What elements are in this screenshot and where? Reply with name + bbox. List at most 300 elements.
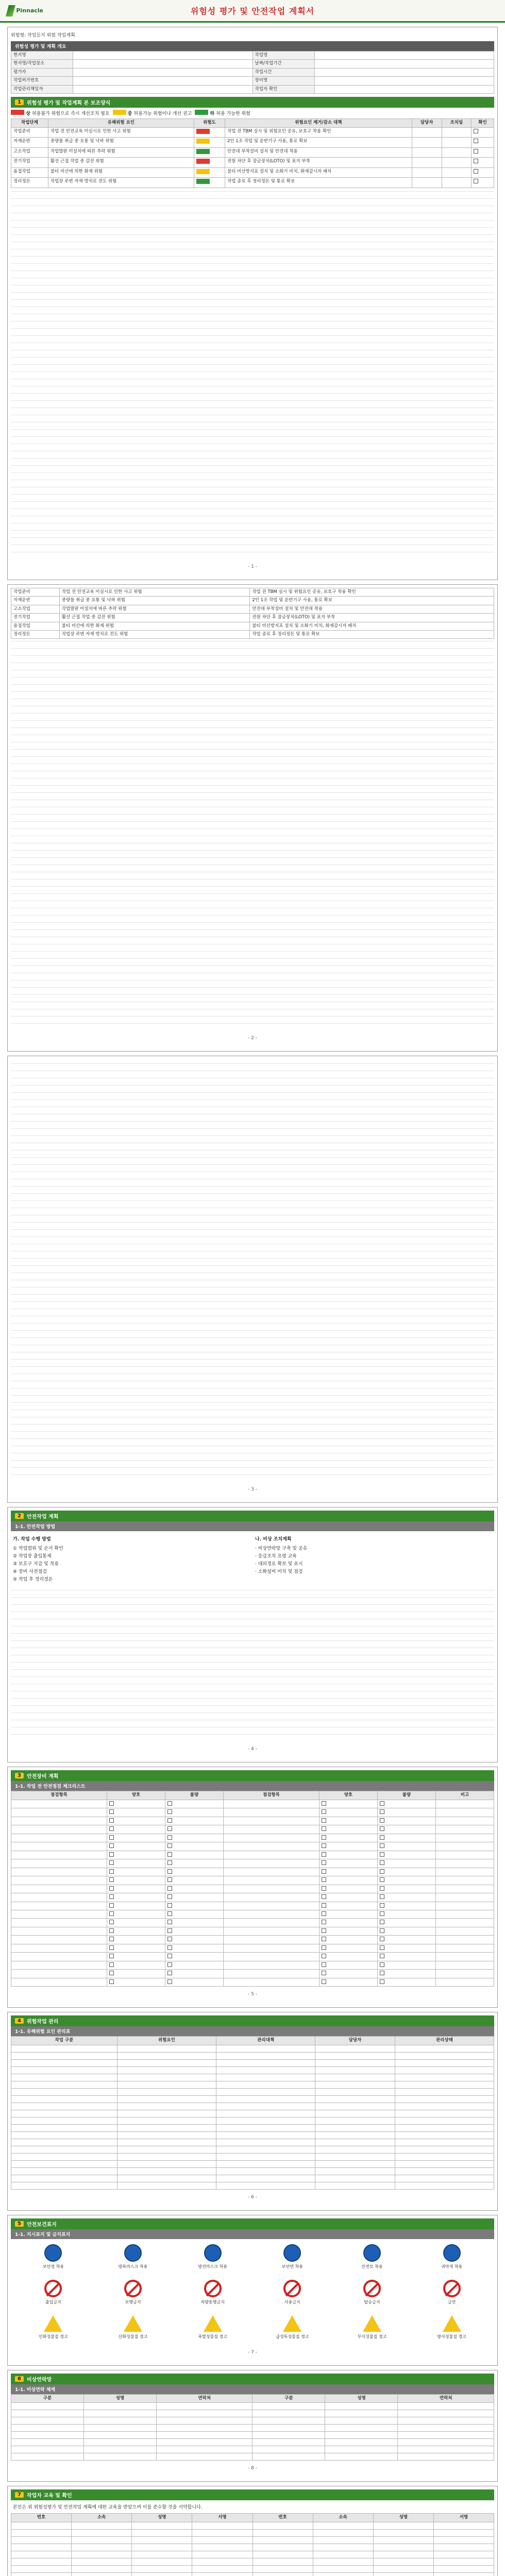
table-cell[interactable] <box>398 2425 494 2432</box>
table-cell[interactable] <box>313 2551 373 2558</box>
check-box[interactable] <box>322 1860 326 1865</box>
table-cell[interactable] <box>433 2572 494 2576</box>
table-cell[interactable] <box>84 2453 157 2461</box>
check-box[interactable] <box>167 1954 172 1958</box>
check-box[interactable] <box>380 1818 384 1823</box>
table-cell[interactable] <box>117 2160 216 2167</box>
check-box[interactable] <box>380 1835 384 1840</box>
table-cell[interactable] <box>395 2153 494 2160</box>
owner-cell[interactable] <box>412 167 442 177</box>
check-box[interactable] <box>109 1843 114 1848</box>
check-box[interactable] <box>380 1928 384 1933</box>
table-cell[interactable] <box>11 2167 117 2175</box>
check-box[interactable] <box>380 1877 384 1882</box>
table-cell[interactable] <box>117 2146 216 2153</box>
check-box[interactable] <box>109 1920 114 1924</box>
table-cell[interactable] <box>315 2160 395 2167</box>
table-cell[interactable] <box>325 2410 398 2417</box>
check-box[interactable] <box>322 1962 326 1967</box>
table-cell[interactable] <box>11 2066 117 2074</box>
table-cell[interactable] <box>192 2529 252 2536</box>
table-cell[interactable] <box>11 2558 72 2565</box>
table-cell[interactable] <box>11 2131 117 2139</box>
table-cell[interactable] <box>252 2522 313 2529</box>
table-cell[interactable] <box>252 2536 313 2544</box>
table-cell[interactable] <box>157 2432 252 2439</box>
table-cell[interactable] <box>216 2045 315 2052</box>
meta-value[interactable] <box>73 60 253 68</box>
table-cell[interactable] <box>11 2175 117 2182</box>
owner-cell[interactable] <box>412 127 442 137</box>
table-cell[interactable] <box>11 2432 84 2439</box>
table-cell[interactable] <box>157 2446 252 2453</box>
meta-value[interactable] <box>73 68 253 76</box>
table-cell[interactable] <box>395 2059 494 2066</box>
table-cell[interactable] <box>11 2410 84 2417</box>
table-cell[interactable] <box>433 2551 494 2558</box>
check-box[interactable] <box>109 1903 114 1908</box>
table-cell[interactable] <box>395 2160 494 2167</box>
table-cell[interactable] <box>11 2453 84 2461</box>
table-cell[interactable] <box>313 2522 373 2529</box>
check-box[interactable] <box>380 1852 384 1857</box>
check-box[interactable] <box>167 1928 172 1933</box>
check-box[interactable] <box>322 1843 326 1848</box>
table-cell[interactable] <box>252 2425 325 2432</box>
table-cell[interactable] <box>72 2565 132 2572</box>
check-box[interactable] <box>167 1877 172 1882</box>
check-box[interactable] <box>322 1928 326 1933</box>
table-cell[interactable] <box>395 2095 494 2103</box>
check-box[interactable] <box>322 1809 326 1814</box>
table-cell[interactable] <box>325 2432 398 2439</box>
table-cell[interactable] <box>398 2432 494 2439</box>
table-cell[interactable] <box>132 2558 192 2565</box>
check-box[interactable] <box>109 1801 114 1806</box>
table-cell[interactable] <box>157 2439 252 2446</box>
table-cell[interactable] <box>157 2410 252 2417</box>
table-cell[interactable] <box>132 2522 192 2529</box>
table-cell[interactable] <box>252 2410 325 2417</box>
table-cell[interactable] <box>216 2175 315 2182</box>
table-cell[interactable] <box>216 2095 315 2103</box>
table-cell[interactable] <box>11 2182 117 2189</box>
meta-value[interactable] <box>73 85 253 93</box>
meta-value[interactable] <box>314 60 494 68</box>
check-box[interactable] <box>380 1860 384 1865</box>
table-cell[interactable] <box>395 2088 494 2095</box>
table-cell[interactable] <box>72 2529 132 2536</box>
check-box[interactable] <box>167 1826 172 1831</box>
table-cell[interactable] <box>216 2160 315 2167</box>
check-box[interactable] <box>167 1971 172 1975</box>
table-cell[interactable] <box>433 2529 494 2536</box>
table-cell[interactable] <box>315 2059 395 2066</box>
table-cell[interactable] <box>117 2175 216 2182</box>
check-box[interactable] <box>380 1843 384 1848</box>
table-cell[interactable] <box>157 2417 252 2425</box>
table-cell[interactable] <box>216 2182 315 2189</box>
table-cell[interactable] <box>252 2403 325 2410</box>
table-cell[interactable] <box>11 2059 117 2066</box>
table-cell[interactable] <box>315 2074 395 2081</box>
table-cell[interactable] <box>192 2544 252 2551</box>
table-cell[interactable] <box>395 2175 494 2182</box>
table-cell[interactable] <box>252 2551 313 2558</box>
check-box[interactable] <box>109 1886 114 1891</box>
check-box[interactable] <box>109 1877 114 1882</box>
table-cell[interactable] <box>132 2544 192 2551</box>
table-cell[interactable] <box>395 2167 494 2175</box>
check-box[interactable] <box>322 1826 326 1831</box>
table-cell[interactable] <box>325 2446 398 2453</box>
table-cell[interactable] <box>395 2124 494 2131</box>
table-cell[interactable] <box>11 2425 84 2432</box>
table-cell[interactable] <box>216 2103 315 2110</box>
table-cell[interactable] <box>315 2081 395 2088</box>
check-box[interactable] <box>380 1954 384 1958</box>
table-cell[interactable] <box>11 2536 72 2544</box>
check-box[interactable] <box>380 1869 384 1874</box>
table-cell[interactable] <box>395 2117 494 2124</box>
table-cell[interactable] <box>315 2052 395 2059</box>
table-cell[interactable] <box>117 2153 216 2160</box>
table-cell[interactable] <box>84 2446 157 2453</box>
table-cell[interactable] <box>117 2117 216 2124</box>
check-box[interactable] <box>109 1945 114 1950</box>
table-cell[interactable] <box>216 2146 315 2153</box>
table-cell[interactable] <box>72 2536 132 2544</box>
table-cell[interactable] <box>325 2417 398 2425</box>
confirm-checkbox[interactable] <box>474 149 478 154</box>
table-cell[interactable] <box>72 2558 132 2565</box>
table-cell[interactable] <box>315 2103 395 2110</box>
confirm-checkbox[interactable] <box>474 129 478 133</box>
table-cell[interactable] <box>315 2131 395 2139</box>
check-box[interactable] <box>109 1818 114 1823</box>
table-cell[interactable] <box>192 2551 252 2558</box>
table-cell[interactable] <box>132 2536 192 2544</box>
table-cell[interactable] <box>11 2117 117 2124</box>
table-cell[interactable] <box>313 2529 373 2536</box>
check-box[interactable] <box>322 1937 326 1941</box>
table-cell[interactable] <box>157 2425 252 2432</box>
table-cell[interactable] <box>315 2088 395 2095</box>
table-cell[interactable] <box>216 2081 315 2088</box>
table-cell[interactable] <box>252 2565 313 2572</box>
table-cell[interactable] <box>216 2074 315 2081</box>
table-cell[interactable] <box>117 2045 216 2052</box>
table-cell[interactable] <box>315 2045 395 2052</box>
table-cell[interactable] <box>216 2167 315 2175</box>
table-cell[interactable] <box>216 2088 315 2095</box>
table-cell[interactable] <box>11 2417 84 2425</box>
table-cell[interactable] <box>315 2182 395 2189</box>
table-cell[interactable] <box>216 2066 315 2074</box>
table-cell[interactable] <box>398 2403 494 2410</box>
date-cell[interactable] <box>442 147 472 157</box>
check-box[interactable] <box>109 1894 114 1899</box>
meta-value[interactable] <box>314 52 494 60</box>
check-box[interactable] <box>380 1903 384 1908</box>
check-box[interactable] <box>167 1852 172 1857</box>
check-box[interactable] <box>167 1920 172 1924</box>
table-cell[interactable] <box>11 2572 72 2576</box>
table-cell[interactable] <box>11 2544 72 2551</box>
meta-value[interactable] <box>314 68 494 76</box>
table-cell[interactable] <box>11 2052 117 2059</box>
table-cell[interactable] <box>216 2117 315 2124</box>
check-box[interactable] <box>322 1835 326 1840</box>
table-cell[interactable] <box>395 2110 494 2117</box>
check-box[interactable] <box>109 1835 114 1840</box>
check-box[interactable] <box>109 1928 114 1933</box>
check-box[interactable] <box>167 1979 172 1984</box>
table-cell[interactable] <box>395 2052 494 2059</box>
date-cell[interactable] <box>442 127 472 137</box>
check-box[interactable] <box>109 1826 114 1831</box>
table-cell[interactable] <box>433 2558 494 2565</box>
check-box[interactable] <box>167 1801 172 1806</box>
confirm-checkbox[interactable] <box>474 179 478 183</box>
table-cell[interactable] <box>373 2551 433 2558</box>
check-box[interactable] <box>322 1877 326 1882</box>
table-cell[interactable] <box>117 2074 216 2081</box>
table-cell[interactable] <box>313 2572 373 2576</box>
check-box[interactable] <box>109 1852 114 1857</box>
check-box[interactable] <box>109 1869 114 1874</box>
table-cell[interactable] <box>72 2551 132 2558</box>
table-cell[interactable] <box>117 2167 216 2175</box>
meta-value[interactable] <box>73 77 253 85</box>
table-cell[interactable] <box>11 2095 117 2103</box>
table-cell[interactable] <box>132 2572 192 2576</box>
table-cell[interactable] <box>216 2059 315 2066</box>
check-box[interactable] <box>380 1826 384 1831</box>
check-box[interactable] <box>167 1903 172 1908</box>
check-box[interactable] <box>167 1809 172 1814</box>
confirm-checkbox[interactable] <box>474 169 478 174</box>
check-box[interactable] <box>109 1809 114 1814</box>
table-cell[interactable] <box>117 2103 216 2110</box>
table-cell[interactable] <box>315 2175 395 2182</box>
table-cell[interactable] <box>11 2139 117 2146</box>
table-cell[interactable] <box>11 2110 117 2117</box>
table-cell[interactable] <box>252 2417 325 2425</box>
table-cell[interactable] <box>11 2124 117 2131</box>
table-cell[interactable] <box>72 2544 132 2551</box>
date-cell[interactable] <box>442 178 472 188</box>
table-cell[interactable] <box>395 2045 494 2052</box>
table-cell[interactable] <box>433 2544 494 2551</box>
check-box[interactable] <box>380 1809 384 1814</box>
check-box[interactable] <box>167 1911 172 1916</box>
table-cell[interactable] <box>117 2095 216 2103</box>
check-box[interactable] <box>380 1920 384 1924</box>
table-cell[interactable] <box>373 2522 433 2529</box>
owner-cell[interactable] <box>412 138 442 147</box>
table-cell[interactable] <box>192 2572 252 2576</box>
table-cell[interactable] <box>373 2565 433 2572</box>
confirm-checkbox[interactable] <box>474 139 478 143</box>
table-cell[interactable] <box>84 2439 157 2446</box>
table-cell[interactable] <box>398 2417 494 2425</box>
table-cell[interactable] <box>117 2110 216 2117</box>
check-box[interactable] <box>322 1911 326 1916</box>
table-cell[interactable] <box>216 2131 315 2139</box>
table-cell[interactable] <box>117 2182 216 2189</box>
table-cell[interactable] <box>11 2439 84 2446</box>
check-box[interactable] <box>380 1945 384 1950</box>
table-cell[interactable] <box>252 2439 325 2446</box>
check-box[interactable] <box>322 1903 326 1908</box>
check-box[interactable] <box>380 1971 384 1975</box>
table-cell[interactable] <box>252 2453 325 2461</box>
table-cell[interactable] <box>192 2522 252 2529</box>
table-cell[interactable] <box>11 2074 117 2081</box>
table-cell[interactable] <box>395 2103 494 2110</box>
table-cell[interactable] <box>11 2529 72 2536</box>
table-cell[interactable] <box>11 2522 72 2529</box>
table-cell[interactable] <box>84 2425 157 2432</box>
check-box[interactable] <box>322 1920 326 1924</box>
check-box[interactable] <box>109 1979 114 1984</box>
table-cell[interactable] <box>398 2453 494 2461</box>
table-cell[interactable] <box>11 2081 117 2088</box>
table-cell[interactable] <box>11 2551 72 2558</box>
table-cell[interactable] <box>325 2425 398 2432</box>
table-cell[interactable] <box>117 2059 216 2066</box>
table-cell[interactable] <box>315 2139 395 2146</box>
check-box[interactable] <box>380 1886 384 1891</box>
table-cell[interactable] <box>313 2536 373 2544</box>
check-box[interactable] <box>109 1954 114 1958</box>
table-cell[interactable] <box>11 2446 84 2453</box>
table-cell[interactable] <box>395 2182 494 2189</box>
table-cell[interactable] <box>216 2153 315 2160</box>
check-box[interactable] <box>167 1962 172 1967</box>
table-cell[interactable] <box>325 2453 398 2461</box>
table-cell[interactable] <box>313 2558 373 2565</box>
check-box[interactable] <box>380 1962 384 1967</box>
check-box[interactable] <box>167 1894 172 1899</box>
table-cell[interactable] <box>84 2403 157 2410</box>
check-box[interactable] <box>380 1894 384 1899</box>
confirm-checkbox[interactable] <box>474 159 478 163</box>
table-cell[interactable] <box>11 2153 117 2160</box>
table-cell[interactable] <box>117 2066 216 2074</box>
check-box[interactable] <box>322 1869 326 1874</box>
table-cell[interactable] <box>252 2558 313 2565</box>
table-cell[interactable] <box>395 2139 494 2146</box>
table-cell[interactable] <box>325 2439 398 2446</box>
table-cell[interactable] <box>373 2544 433 2551</box>
owner-cell[interactable] <box>412 178 442 188</box>
check-box[interactable] <box>109 1962 114 1967</box>
table-cell[interactable] <box>373 2536 433 2544</box>
table-cell[interactable] <box>433 2565 494 2572</box>
table-cell[interactable] <box>216 2052 315 2059</box>
table-cell[interactable] <box>132 2565 192 2572</box>
table-cell[interactable] <box>11 2403 84 2410</box>
check-box[interactable] <box>380 1979 384 1984</box>
check-box[interactable] <box>322 1945 326 1950</box>
check-box[interactable] <box>322 1954 326 1958</box>
table-cell[interactable] <box>395 2081 494 2088</box>
table-cell[interactable] <box>11 2088 117 2095</box>
table-cell[interactable] <box>398 2410 494 2417</box>
check-box[interactable] <box>322 1971 326 1975</box>
table-cell[interactable] <box>252 2529 313 2536</box>
check-box[interactable] <box>167 1843 172 1848</box>
table-cell[interactable] <box>395 2074 494 2081</box>
table-cell[interactable] <box>398 2439 494 2446</box>
table-cell[interactable] <box>117 2081 216 2088</box>
table-cell[interactable] <box>315 2146 395 2153</box>
check-box[interactable] <box>109 1971 114 1975</box>
table-cell[interactable] <box>192 2558 252 2565</box>
table-cell[interactable] <box>216 2110 315 2117</box>
table-cell[interactable] <box>84 2417 157 2425</box>
check-box[interactable] <box>380 1937 384 1941</box>
table-cell[interactable] <box>252 2572 313 2576</box>
check-box[interactable] <box>322 1886 326 1891</box>
table-cell[interactable] <box>315 2110 395 2117</box>
table-cell[interactable] <box>315 2167 395 2175</box>
check-box[interactable] <box>380 1801 384 1806</box>
check-box[interactable] <box>167 1945 172 1950</box>
meta-value[interactable] <box>314 85 494 93</box>
check-box[interactable] <box>167 1818 172 1823</box>
table-cell[interactable] <box>216 2124 315 2131</box>
table-cell[interactable] <box>72 2572 132 2576</box>
table-cell[interactable] <box>11 2146 117 2153</box>
table-cell[interactable] <box>395 2131 494 2139</box>
table-cell[interactable] <box>373 2558 433 2565</box>
table-cell[interactable] <box>11 2103 117 2110</box>
table-cell[interactable] <box>84 2410 157 2417</box>
table-cell[interactable] <box>117 2088 216 2095</box>
date-cell[interactable] <box>442 158 472 167</box>
table-cell[interactable] <box>117 2124 216 2131</box>
check-box[interactable] <box>322 1894 326 1899</box>
table-cell[interactable] <box>216 2139 315 2146</box>
table-cell[interactable] <box>117 2139 216 2146</box>
table-cell[interactable] <box>315 2124 395 2131</box>
table-cell[interactable] <box>325 2403 398 2410</box>
table-cell[interactable] <box>11 2565 72 2572</box>
table-cell[interactable] <box>72 2522 132 2529</box>
check-box[interactable] <box>167 1860 172 1865</box>
check-box[interactable] <box>322 1852 326 1857</box>
table-cell[interactable] <box>132 2551 192 2558</box>
table-cell[interactable] <box>373 2572 433 2576</box>
table-cell[interactable] <box>192 2565 252 2572</box>
owner-cell[interactable] <box>412 147 442 157</box>
check-box[interactable] <box>167 1869 172 1874</box>
table-cell[interactable] <box>11 2160 117 2167</box>
table-cell[interactable] <box>395 2146 494 2153</box>
check-box[interactable] <box>167 1835 172 1840</box>
table-cell[interactable] <box>433 2536 494 2544</box>
table-cell[interactable] <box>117 2131 216 2139</box>
table-cell[interactable] <box>192 2536 252 2544</box>
table-cell[interactable] <box>313 2544 373 2551</box>
check-box[interactable] <box>109 1860 114 1865</box>
table-cell[interactable] <box>252 2446 325 2453</box>
check-box[interactable] <box>322 1818 326 1823</box>
check-box[interactable] <box>322 1801 326 1806</box>
